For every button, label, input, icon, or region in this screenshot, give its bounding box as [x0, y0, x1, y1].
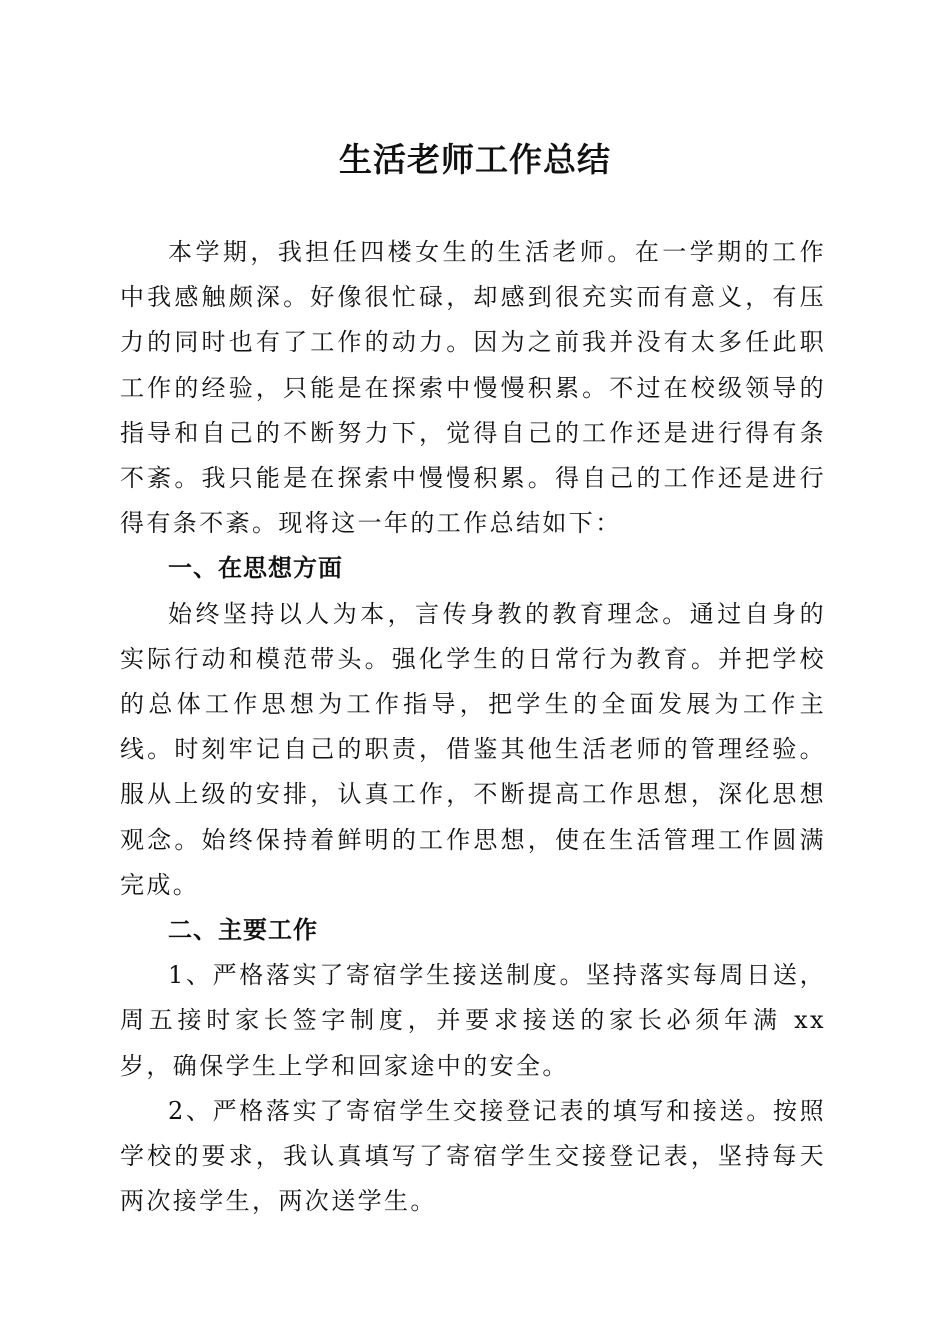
section-heading-thought: 一、在思想方面	[168, 554, 343, 583]
section-heading-main-work: 二、主要工作	[168, 916, 318, 945]
main-work-item-2: 2、严格落实了寄宿学生交接登记表的填写和接送。按照学校的要求，我认真填写了寄宿学生交接登记表，坚持每天两次接学生，两次送学生。	[120, 1096, 826, 1216]
intro-paragraph: 本学期，我担任四楼女生的生活老师。在一学期的工作中我感触颇深。好像很忙碌，却感到很充实而有意义，有压力的同时也有了工作的动力。因为之前我并没有太多任此职工作的经验，只能是在探索中慢慢积累。不过在校级领导的指导和自己的不断努力下，觉得自己的工作还是进行得有条不紊。我只能是在探索中慢慢积累。得自己的工作还是进行得有条不紊。现将这一年的工作总结如下：	[120, 238, 826, 538]
document-body	[120, 230, 826, 1224]
thought-paragraph: 始终坚持以人为本，言传身教的教育理念。通过自身的实际行动和模范带头。强化学生的日常行为教育。并把学校的总体工作思想为工作指导，把学生的全面发展为工作主线。时刻牢记自己的职责，借鉴其他生活老师的管理经验。服从上级的安排，认真工作，不断提高工作思想，深化思想观念。始终保持着鲜明的工作思想，使在生活管理工作圆满完成。	[120, 599, 826, 899]
document-title: 生活老师工作总结	[339, 140, 611, 179]
main-work-item-1: 1、严格落实了寄宿学生接送制度。坚持落实每周日送，周五接时家长签字制度，并要求接送的家长必须年满 xx 岁，确保学生上学和回家途中的安全。	[120, 961, 826, 1080]
